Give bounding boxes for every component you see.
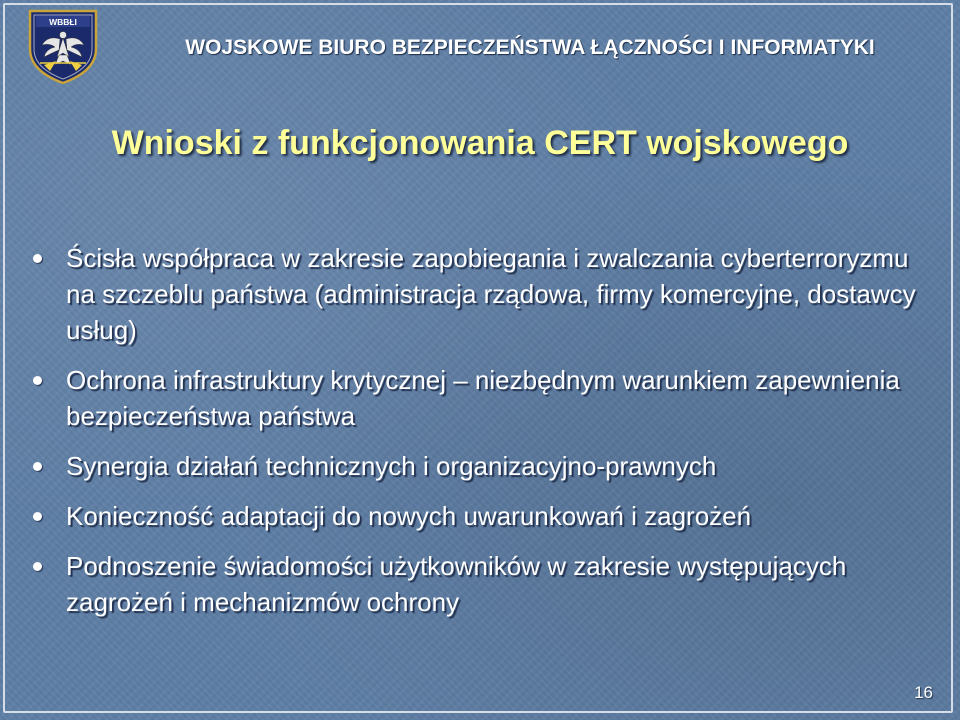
slide-title: Wnioski z funkcjonowania CERT wojskowego (111, 124, 849, 162)
bullet-dot-icon (33, 376, 42, 385)
wbbli-emblem-logo (22, 5, 104, 87)
bullet-dot-icon (33, 462, 42, 471)
bullet-item (30, 362, 940, 434)
bullet-dot-icon (33, 254, 42, 263)
bullet-item (30, 498, 940, 534)
bullet-item (30, 240, 940, 348)
bullet-text: Podnoszenie świadomości użytkowników w zakresie występujących zagrożeń i mechanizmów ochrony (66, 551, 847, 617)
bullet-text: Ścisła współpraca w zakresie zapobiegania i zwalczania cyberterroryzmu na szczeblu państwa (administracja rządowa, firmy komercyjne, dostawcy usług) (66, 243, 916, 345)
bullet-list (30, 240, 940, 634)
emblem-text: WBBŁI (49, 17, 77, 27)
header-title: WOJSKOWE BIURO BEZPIECZEŃSTWA ŁĄCZNOŚCI I INFORMATYKI (185, 36, 875, 59)
bullet-item (30, 548, 940, 620)
bullet-dot-icon (33, 512, 42, 521)
bullet-text: Konieczność adaptacji do nowych uwarunkowań i zagrożeń (66, 501, 752, 531)
bullet-text: Synergia działań technicznych i organizacyjno-prawnych (66, 451, 717, 481)
slide-number: 16 (914, 683, 933, 702)
bullet-dot-icon (33, 562, 42, 571)
bullet-text: Ochrona infrastruktury krytycznej – niezbędnym warunkiem zapewnienia bezpieczeństwa państwa (66, 365, 900, 431)
bullet-item (30, 448, 940, 484)
